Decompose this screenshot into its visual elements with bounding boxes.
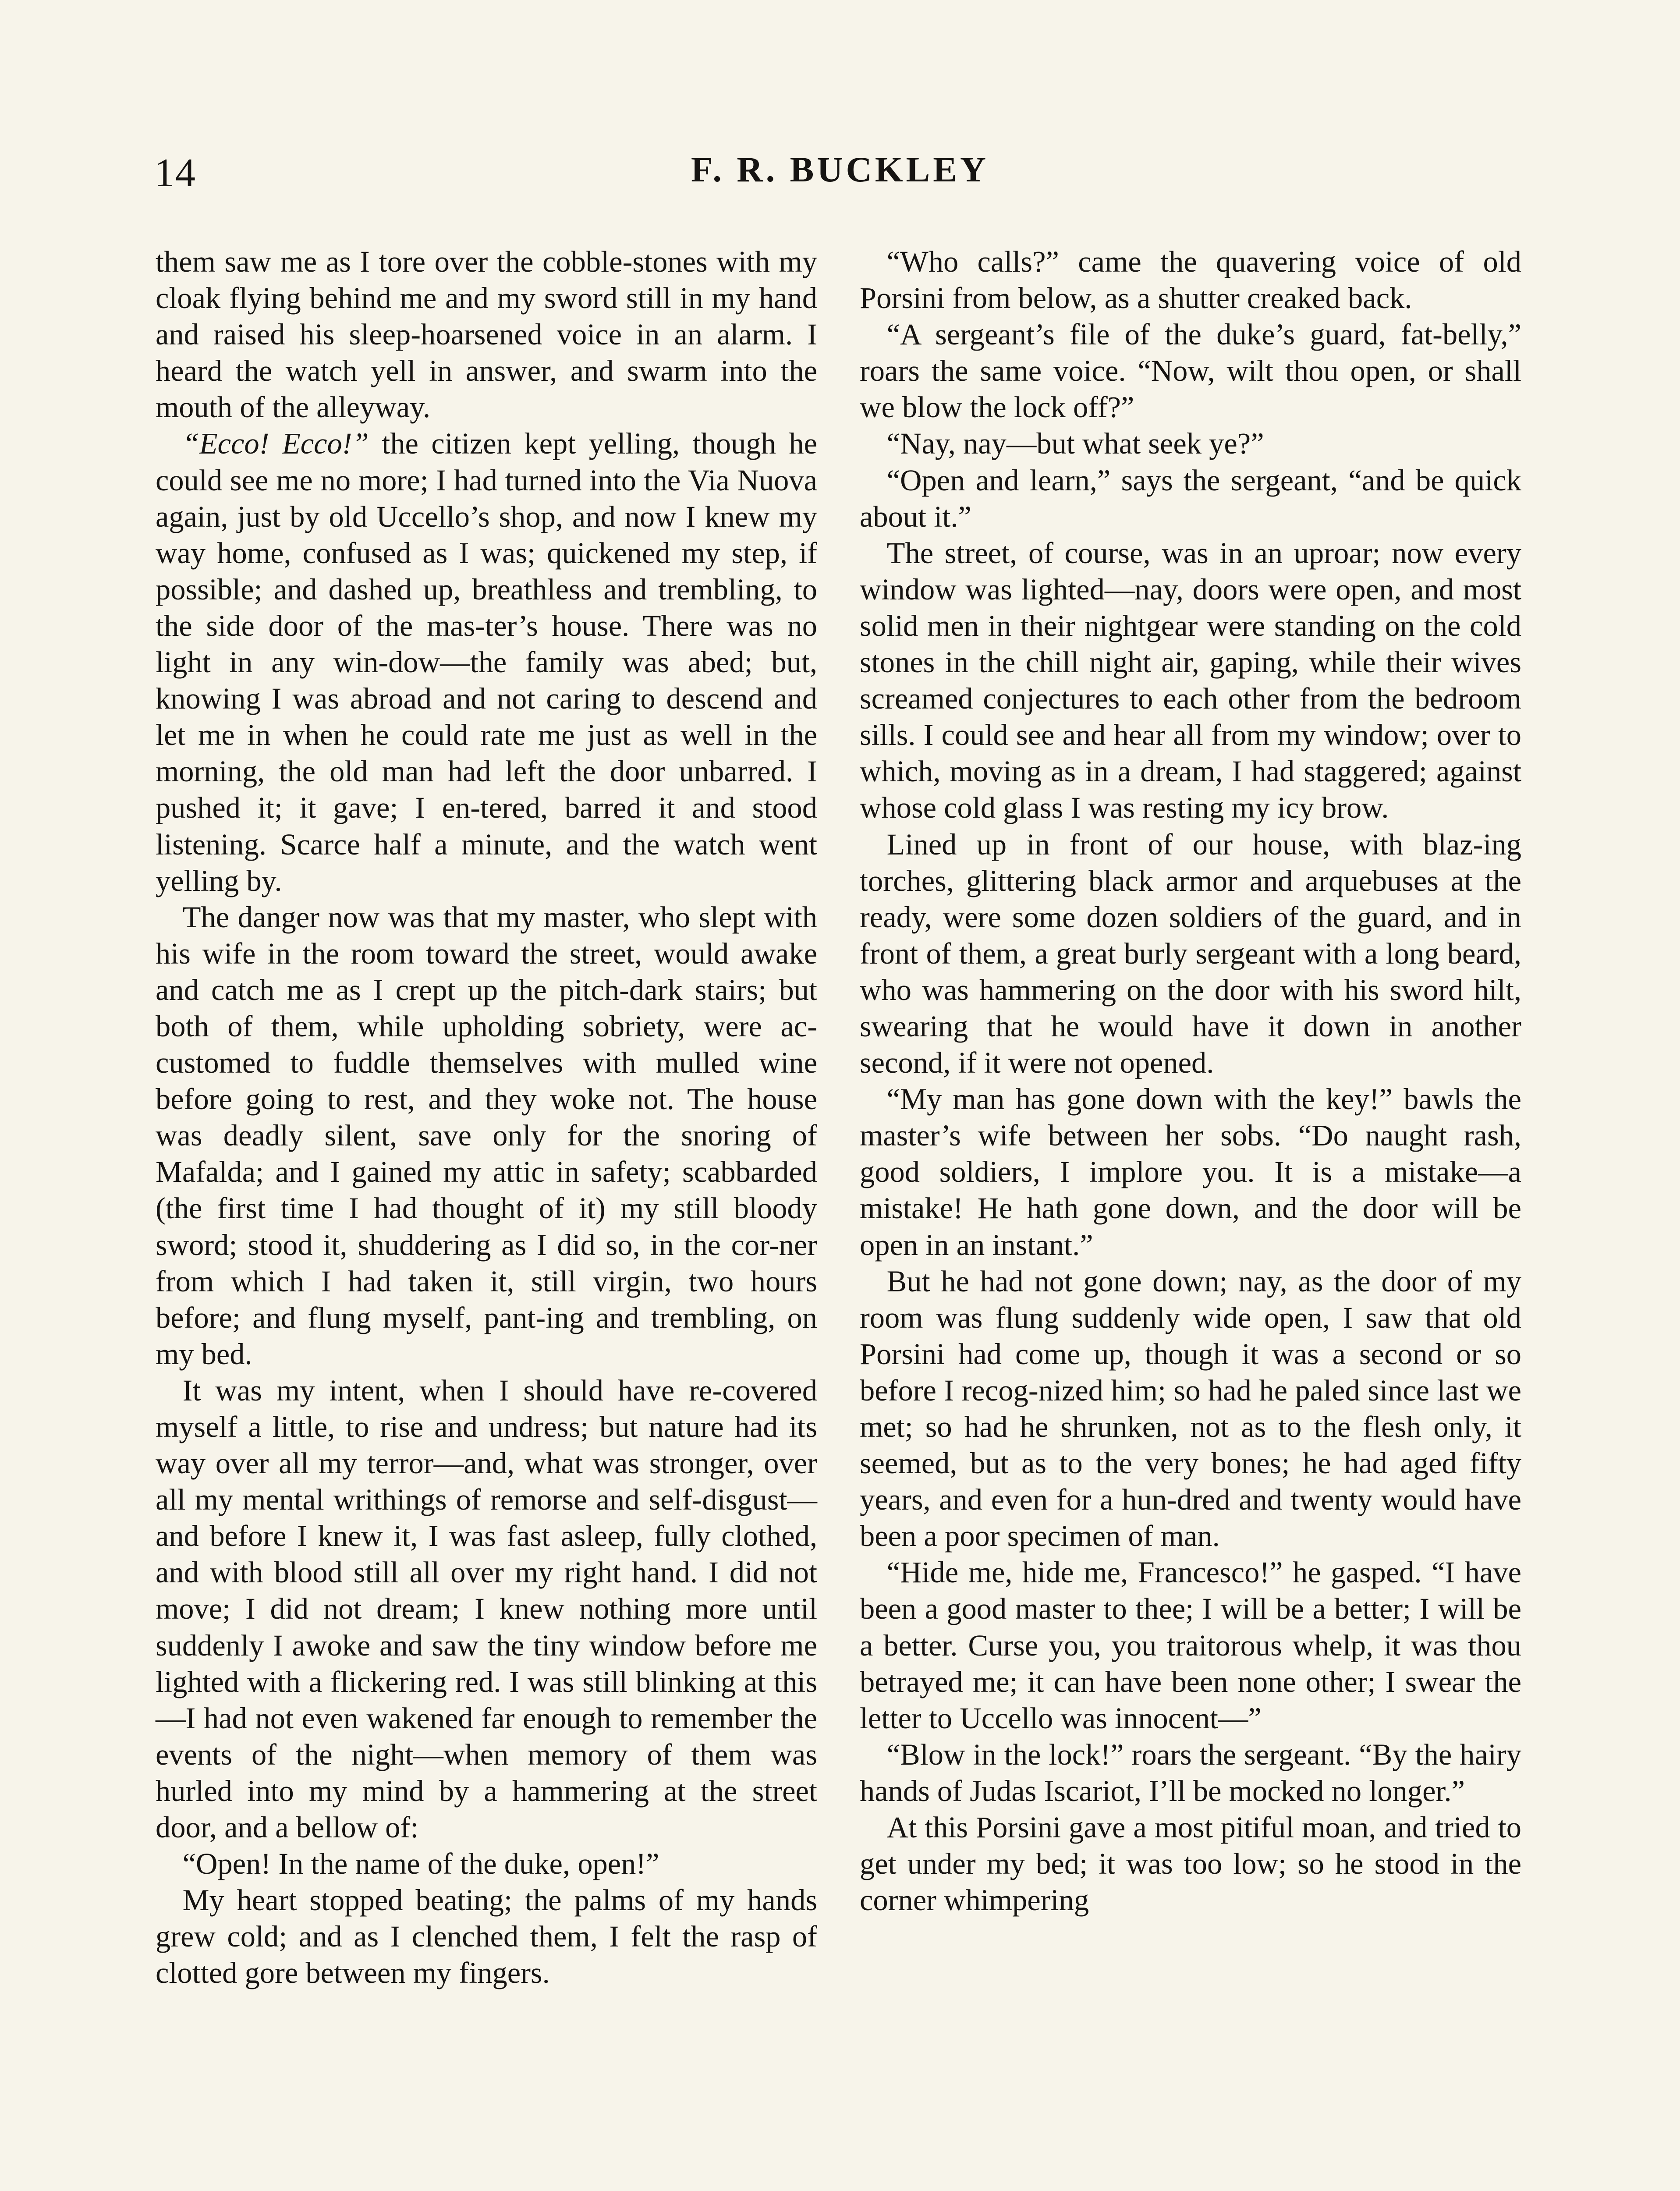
- right-column: [860, 244, 1521, 1918]
- paragraph: [156, 425, 817, 899]
- paragraph: them saw me as I tore over the cobble-stones with my cloak flying behind me and my sword still in my hand and raised his sleep-hoarsened voice in an alarm. I heard the watch yell in answer, and swarm into the mouth of the alleyway.: [156, 245, 817, 424]
- paragraph: The street, of course, was in an uproar; now every window was lighted—nay, doors were open, and most solid men in their nightgear were standing on the cold stones in the chill night air, gaping, while their wives screamed conjectures to each other from the bedroom sills. I could see and hear all from my window; over to which, moving as in a dream, I had staggered; against whose cold glass I was resting my icy brow.: [860, 536, 1521, 825]
- italic-exclamation: “Ecco! Ecco!”: [182, 427, 369, 461]
- paragraph: “Blow in the lock!” roars the sergeant. “By the hairy hands of Judas Iscariot, I’ll be mocked no longer.”: [860, 1737, 1521, 1808]
- paragraph: My heart stopped beating; the palms of my hands grew cold; and as I clenched them, I felt the rasp of clotted gore between my fingers.: [156, 1883, 817, 1990]
- paragraph: At this Porsini gave a most pitiful moan, and tried to get under my bed; it was too low; so he stood in the corner whimpering: [860, 1811, 1521, 1917]
- running-head-author: F. R. BUCKLEY: [691, 149, 989, 189]
- paragraph: Lined up in front of our house, with blaz-ing torches, glittering black armor and arquebuses at the ready, were some dozen soldiers of the guard, and in front of them, a great burly sergeant with a long beard, who was hammering on the door with his sword hilt, swearing that he would have it down in another second, if it were not opened.: [860, 827, 1521, 1080]
- paragraph: “Open and learn,” says the sergeant, “and be quick about it.”: [860, 463, 1521, 533]
- paragraph-text: the citizen kept yelling, though he could see me no more; I had turned into the Via Nuova again, just by old Uccello’s shop, and now I knew my way home, confused as I was; quickened my step, if possible; and dashed up, breathless and trembling, to the side door of the mas-ter’s house. There was no light in any win-dow—the family was abed; but, knowing I was abroad and not caring to descend and let me in when he could rate me just as well in the morning, the old man had left the door unbarred. I pushed it; it gave; I en-tered, barred it and stood listening. Scarce half a minute, and the watch went yelling by.: [156, 427, 818, 897]
- paragraph: The danger now was that my master, who slept with his wife in the room toward the street, would awake and catch me as I crept up the pitch-dark stairs; but both of them, while upholding sobriety, were ac-customed to fuddle themselves with mulled wine before going to rest, and they woke not. The house was deadly silent, save only for the snoring of Mafalda; and I gained my attic in safety; scabbarded (the first time I had thought of it) my still bloody sword; stood it, shuddering as I did so, in the cor-ner from which I had taken it, still virgin, two hours before; and flung myself, pant-ing and trembling, on my bed.: [156, 900, 817, 1371]
- left-column: [156, 244, 817, 1992]
- paragraph: “My man has gone down with the key!” bawls the master’s wife between her sobs. “Do naught rash, good soldiers, I implore you. It is a mistake—a mistake! He hath gone down, and the door will be open in an instant.”: [860, 1082, 1521, 1262]
- page-number: 14: [154, 150, 196, 195]
- paragraph: “Nay, nay—but what seek ye?”: [886, 427, 1264, 461]
- paragraph: “A sergeant’s file of the duke’s guard, fat-belly,” roars the same voice. “Now, wilt thou open, or shall we blow the lock off?”: [860, 318, 1521, 424]
- paragraph: It was my intent, when I should have re-covered myself a little, to rise and undress; but nature had its way over all my terror—and, what was stronger, over all my mental writhings of remorse and self-disgust—and before I knew it, I was fast asleep, fully clothed, and with blood still all over my right hand. I did not move; I did not dream; I knew nothing more until suddenly I awoke and saw the tiny window before me lighted with a flickering red. I was still blinking at this—I had not even wakened far enough to remember the events of the night—when memory of them was hurled into my mind by a hammering at the street door, and a bellow of:: [156, 1373, 817, 1844]
- paragraph: “Open! In the name of the duke, open!”: [182, 1847, 659, 1881]
- paragraph: “Hide me, hide me, Francesco!” he gasped. “I have been a good master to thee; I will be a better; I will be a better. Curse you, you traitorous whelp, it was thou betrayed me; it can have been none other; I swear the letter to Uccello was innocent—”: [860, 1556, 1521, 1735]
- paragraph: “Who calls?” came the quavering voice of old Porsini from below, as a shutter creaked back.: [860, 245, 1521, 315]
- paragraph: But he had not gone down; nay, as the door of my room was flung suddenly wide open, I saw that old Porsini had come up, though it was a second or so before I recog-nized him; so had he paled since last we met; so had he shrunken, not as to the flesh only, it seemed, but as to the very bones; he had aged fifty years, and even for a hun-dred and twenty would have been a poor specimen of man.: [860, 1264, 1521, 1553]
